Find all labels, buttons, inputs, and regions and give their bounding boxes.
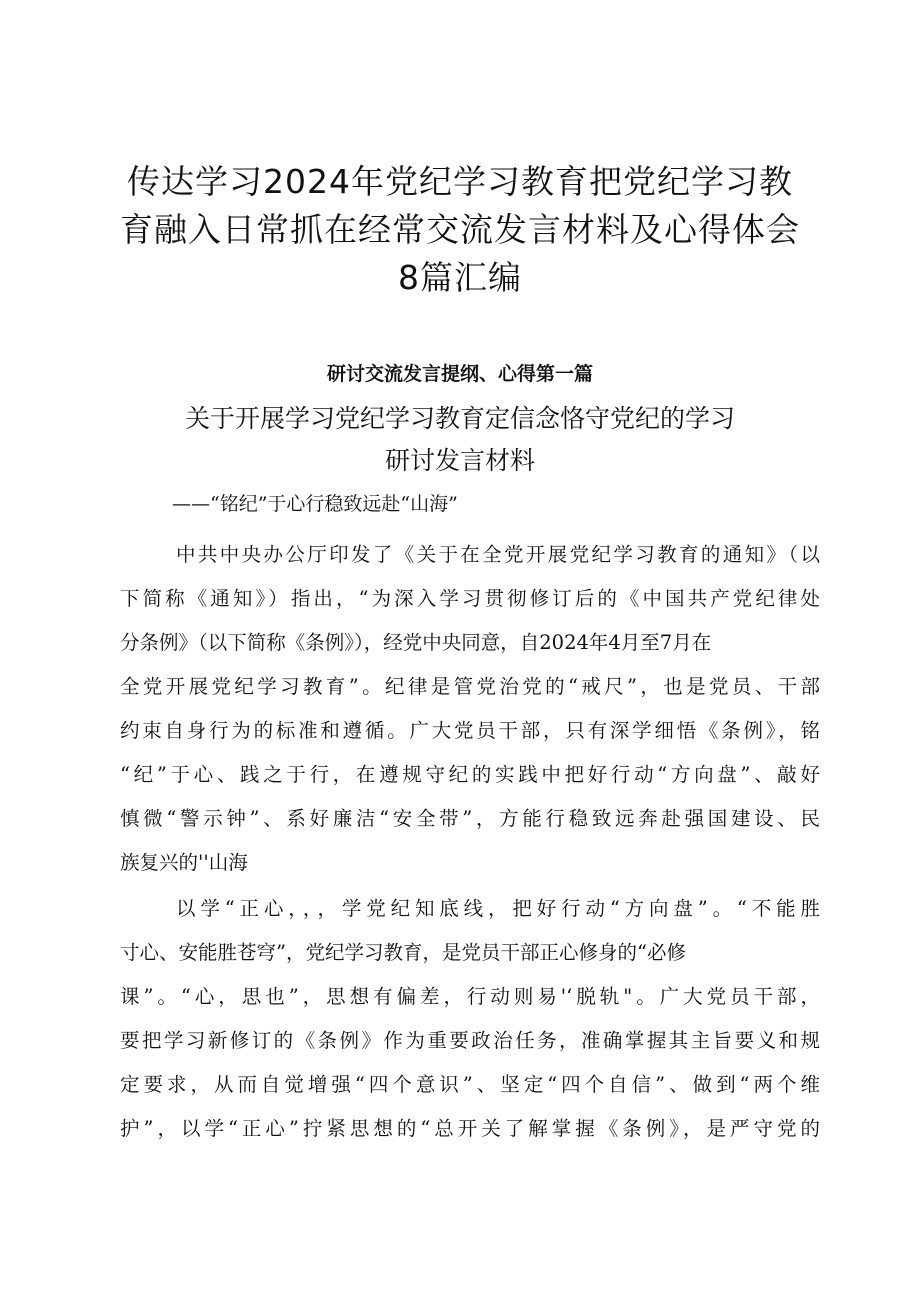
paragraph-line: 以学“正心，，，学党纪知底线，把好行动“方向盘”。“不能胜: [176, 897, 820, 920]
paragraph-line: 要把学习新修订的《条例》作为重要政治任务，准确掌握其主旨要义和规: [120, 1029, 820, 1052]
paragraph-line: 约束自身行为的标准和遵循。广大党员干部，只有深学细悟《条例》，铭: [120, 719, 820, 742]
article-subtitle: ——“铭纪”于心行稳致远赴“山海”: [172, 493, 458, 515]
paragraph-line: 定要求，从而自觉增强“四个意识”、坚定“四个自信”、做到“两个维: [120, 1073, 820, 1096]
paragraph-line: 族复兴的''山海: [120, 851, 248, 874]
paragraph-2: [120, 887, 820, 1151]
document-title-line: 育融入日常抓在经常交流发言材料及心得体会: [120, 210, 800, 249]
paragraph-line: 下简称《通知》）指出，“为深入学习贯彻修订后的《中国共产党纪律处: [120, 587, 820, 610]
article-title-line: 关于开展学习党纪学习教育定信念恪守党纪的学习: [184, 404, 735, 433]
paragraph-line: 分条例》（以下简称《条例》），经党中央同意，自2024年4月至7月在: [120, 631, 712, 654]
document-title-line: 8篇汇编: [398, 258, 522, 297]
paragraph-line: 寸心、安能胜苍穹”，党纪学习教育，是党员干部正心修身的“必修: [120, 941, 686, 964]
document-title-line: 传达学习2024年党纪学习教育把党纪学习教: [127, 162, 793, 201]
paragraph-line: 全党开展党纪学习教育”。纪律是管党治党的“戒尺”，也是党员、干部: [120, 675, 820, 698]
article-title-line: 研讨发言材料: [384, 446, 535, 475]
article-title: [120, 398, 800, 482]
section-label: 研讨交流发言提纲、心得第一篇: [326, 363, 593, 385]
paragraph-line: 慎微“警示钟”、系好廉洁“安全带”，方能行稳致远奔赴强国建设、民: [120, 807, 820, 830]
paragraph-line: 中共中央办公厅印发了《关于在全党开展党纪学习教育的通知》（以: [176, 543, 820, 566]
paragraph-line: 课”。“心，思也”，思想有偏差，行动则易'‘脱轨"。广大党员干部，: [120, 985, 820, 1008]
paragraph-line: 护”，以学“正心”拧紧思想的“总开关了解掌握《条例》，是严守党的: [120, 1117, 820, 1140]
paragraph-1: [120, 533, 820, 885]
document-title: [110, 158, 810, 302]
paragraph-line: “纪”于心、践之于行，在遵规守纪的实践中把好行动“方向盘”、敲好: [120, 763, 820, 786]
